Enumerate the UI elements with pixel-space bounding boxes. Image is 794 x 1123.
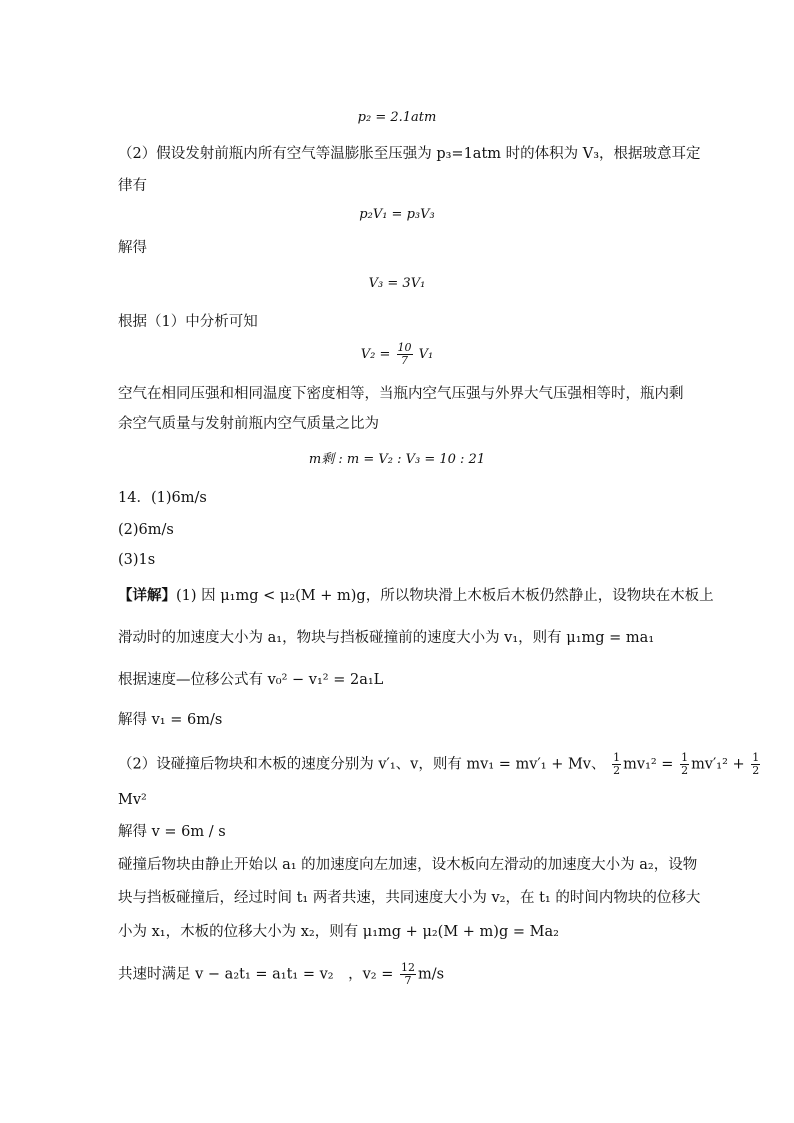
fraction-denominator: 7 bbox=[401, 354, 408, 367]
paragraph-line: 块与挡板碰撞后，经过时间 t₁ 两者共速，共同速度大小为 v₂，在 t₁ 的时间内物块的位移大 bbox=[118, 890, 701, 906]
paragraph-line: 余空气质量与发射前瓶内空气质量之比为 bbox=[118, 416, 379, 432]
fraction-denominator: 7 bbox=[404, 974, 412, 987]
paragraph-line: 解得 bbox=[118, 240, 147, 256]
common-velocity-line bbox=[118, 962, 444, 987]
fraction bbox=[400, 962, 416, 987]
detail-paragraph-start bbox=[118, 586, 714, 606]
fraction bbox=[680, 752, 689, 777]
equation-v2-left: V₂ = bbox=[360, 347, 391, 362]
paragraph-line: 律有 bbox=[118, 178, 147, 194]
fraction bbox=[397, 342, 413, 367]
text-segment: mv₁² = bbox=[623, 756, 674, 773]
text-segment: mv′₁² + bbox=[691, 756, 745, 773]
fraction bbox=[751, 752, 760, 777]
paragraph-line: 滑动时的加速度大小为 a₁，物块与挡板碰撞前的速度大小为 v₁，则有 μ₁mg = ma₁ bbox=[118, 630, 655, 646]
paragraph-line: 碰撞后物块由静止开始以 a₁ 的加速度向左加速，设木板向左滑动的加速度大小为 a₂，设物 bbox=[118, 857, 698, 873]
fraction-numerator: 1 bbox=[681, 751, 689, 764]
detail-text: (1) 因 μ₁mg < μ₂(M + m)g，所以物块滑上木板后木板仍然静止，设物块在木板上 bbox=[176, 588, 714, 604]
momentum-energy-line bbox=[118, 752, 762, 777]
fraction-denominator: 2 bbox=[613, 764, 621, 777]
answer-14-part2: (2)6m/s bbox=[118, 522, 174, 538]
paragraph-line: 根据速度—位移公式有 v₀² − v₁² = 2a₁L bbox=[118, 672, 384, 688]
equation-p2: p₂ = 2.1atm bbox=[357, 110, 437, 125]
equation-mass-ratio: m剩 : m = V₂ : V₃ = 10 : 21 bbox=[308, 452, 486, 467]
equation-v2-right: V₁ bbox=[418, 347, 434, 362]
paragraph-line: 小为 x₁，木板的位移大小为 x₂，则有 μ₁mg + μ₂(M + m)g = Ma₂ bbox=[118, 924, 559, 940]
paragraph-line: （2）假设发射前瓶内所有空气等温膨胀至压强为 p₃=1atm 时的体积为 V₃，根据玻意耳定 bbox=[118, 146, 701, 162]
paragraph-line: 解得 v = 6m / s bbox=[118, 824, 226, 840]
fraction bbox=[612, 752, 621, 777]
detail-tag: 【详解】 bbox=[118, 587, 176, 604]
answer-14-part3: (3)1s bbox=[118, 552, 156, 568]
paragraph-line: Mv² bbox=[118, 792, 147, 808]
equation-v3: V₃ = 3V₁ bbox=[368, 276, 426, 291]
answer-14-heading: 14．(1)6m/s bbox=[118, 490, 207, 506]
paragraph-line: 空气在相同压强和相同温度下密度相等，当瓶内空气压强与外界大气压强相等时，瓶内剩 bbox=[118, 386, 684, 402]
paragraph-line: 根据（1）中分析可知 bbox=[118, 314, 258, 330]
equation-boyle: p₂V₁ = p₃V₃ bbox=[359, 207, 435, 222]
fraction-denominator: 2 bbox=[681, 764, 689, 777]
fraction-numerator: 12 bbox=[400, 961, 415, 974]
fraction-numerator: 1 bbox=[613, 751, 621, 764]
text-segment: 共速时满足 v − a₂t₁ = a₁t₁ = v₂ ，v₂ = bbox=[118, 966, 394, 983]
text-segment: m/s bbox=[417, 966, 445, 983]
fraction-numerator: 1 bbox=[752, 751, 760, 764]
text-segment: （2）设碰撞后物块和木板的速度分别为 v′₁、v，则有 mv₁ = mv′₁ + Mv、 bbox=[118, 756, 606, 773]
fraction-denominator: 2 bbox=[752, 764, 760, 777]
equation-v2 bbox=[0, 342, 794, 367]
paragraph-line: 解得 v₁ = 6m/s bbox=[118, 712, 223, 728]
fraction-numerator: 10 bbox=[397, 341, 412, 354]
